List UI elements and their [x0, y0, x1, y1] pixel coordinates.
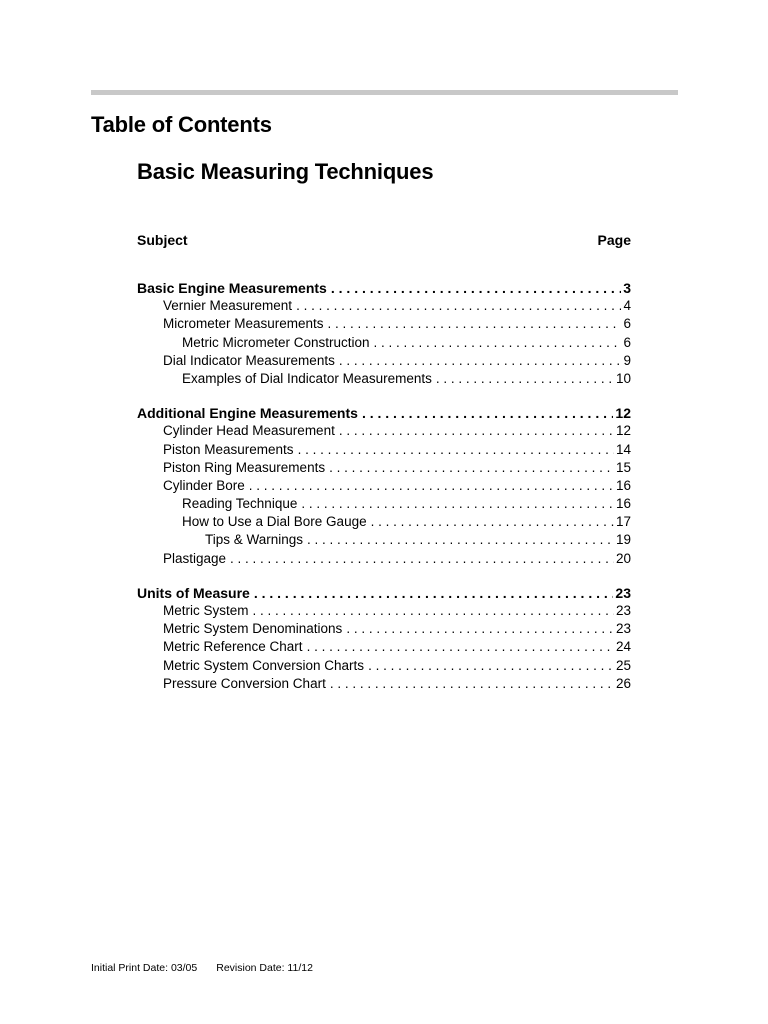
toc-entry-label: Examples of Dial Indicator Measurements	[182, 370, 432, 386]
toc-entry-page: 20	[615, 550, 631, 566]
toc-section	[137, 584, 631, 693]
subject-column-header: Subject	[137, 232, 188, 248]
toc-entry-page: 12	[615, 423, 631, 439]
toc-entry[interactable]	[137, 334, 631, 352]
toc-entry-label: Cylinder Head Measurement	[163, 423, 335, 439]
toc-entry-page: 6	[623, 316, 631, 332]
page-footer	[91, 962, 313, 974]
toc-entry[interactable]	[137, 459, 631, 477]
dot-leader	[254, 584, 614, 602]
toc-entry-page: 16	[615, 477, 631, 493]
toc-entry-page: 25	[615, 657, 631, 673]
toc-entry[interactable]	[137, 638, 631, 656]
toc-entry-page: 4	[623, 298, 631, 314]
dot-leader	[249, 477, 614, 495]
dot-leader	[436, 370, 614, 388]
toc-section	[137, 279, 631, 388]
toc-section-heading[interactable]	[137, 584, 631, 602]
dot-leader	[328, 315, 622, 333]
dot-leader	[307, 531, 614, 549]
dot-leader	[298, 441, 614, 459]
toc-entry[interactable]	[137, 657, 631, 675]
toc-entry-label: Reading Technique	[182, 496, 298, 512]
toc-entry-page: 9	[623, 352, 631, 368]
dot-leader	[371, 513, 614, 531]
toc-section-heading[interactable]	[137, 404, 631, 422]
toc-entry-label: Piston Measurements	[163, 441, 294, 457]
dot-leader	[301, 495, 614, 513]
toc-entry-label: Basic Engine Measurements	[137, 280, 327, 296]
revision-date: Revision Date: 11/12	[216, 962, 313, 974]
toc-entry[interactable]	[137, 495, 631, 513]
toc-entry-page: 6	[623, 334, 631, 350]
toc-entry-page: 12	[615, 405, 631, 422]
toc-entry[interactable]	[137, 297, 631, 315]
toc-entry-page: 19	[615, 532, 631, 548]
toc-entry-page: 23	[615, 603, 631, 618]
table-of-contents	[137, 279, 631, 709]
dot-leader	[253, 602, 614, 620]
dot-leader	[307, 638, 614, 656]
dot-leader	[329, 459, 614, 477]
dot-leader	[331, 279, 621, 297]
toc-entry-page: 23	[615, 584, 631, 601]
dot-leader	[330, 675, 614, 693]
initial-print-date: Initial Print Date: 03/05	[91, 962, 198, 974]
toc-entry-label: Plastigage	[163, 550, 227, 566]
toc-entry-label: Vernier Measurement	[163, 298, 293, 314]
toc-entry[interactable]	[137, 477, 631, 495]
toc-entry[interactable]	[137, 370, 631, 388]
toc-entry-page: 24	[615, 639, 631, 655]
toc-entry-label: Metric System	[163, 603, 249, 618]
page-title: Table of Contents	[91, 112, 272, 137]
dot-leader	[339, 352, 622, 370]
toc-entry[interactable]	[137, 531, 631, 549]
toc-entry-page: 23	[615, 621, 631, 637]
toc-entry[interactable]	[137, 315, 631, 333]
toc-entry-label: How to Use a Dial Bore Gauge	[182, 514, 367, 530]
toc-entry[interactable]	[137, 513, 631, 531]
toc-entry-label: Cylinder Bore	[163, 477, 245, 493]
toc-section-heading[interactable]	[137, 279, 631, 297]
dot-leader	[368, 657, 614, 675]
toc-entry-label: Metric System Conversion Charts	[163, 657, 365, 673]
toc-entry-page: 14	[615, 441, 631, 457]
toc-entry-label: Metric Micrometer Construction	[182, 334, 370, 350]
dot-leader	[230, 550, 614, 568]
dot-leader	[362, 404, 613, 422]
dot-leader	[296, 297, 621, 315]
dot-leader	[374, 334, 622, 352]
toc-entry-label: Additional Engine Measurements	[137, 405, 358, 422]
toc-entry-label: Dial Indicator Measurements	[163, 352, 335, 368]
toc-entry-label: Tips & Warnings	[205, 532, 304, 548]
toc-entry-label: Metric Reference Chart	[163, 639, 303, 655]
toc-entry-label: Piston Ring Measurements	[163, 459, 326, 475]
toc-entry-label: Metric System Denominations	[163, 621, 343, 637]
dot-leader	[339, 422, 614, 440]
toc-entry-page: 26	[615, 675, 631, 691]
toc-entry-label: Units of Measure	[137, 584, 250, 601]
page-subtitle: Basic Measuring Techniques	[137, 159, 434, 184]
toc-entry-label: Micrometer Measurements	[163, 316, 324, 332]
toc-entry[interactable]	[137, 602, 631, 620]
toc-entry[interactable]	[137, 550, 631, 568]
toc-entry-label: Pressure Conversion Chart	[163, 675, 326, 691]
toc-entry[interactable]	[137, 441, 631, 459]
toc-section	[137, 404, 631, 568]
toc-entry-page: 16	[615, 496, 631, 512]
toc-entry[interactable]	[137, 422, 631, 440]
toc-entry-page: 3	[623, 280, 631, 296]
toc-entry-page: 17	[615, 514, 631, 530]
page-column-header: Page	[597, 232, 631, 248]
toc-entry-page: 10	[615, 370, 631, 386]
header-rule	[91, 90, 678, 95]
toc-entry-page: 15	[615, 459, 631, 475]
dot-leader	[346, 620, 614, 638]
toc-entry[interactable]	[137, 675, 631, 693]
toc-entry[interactable]	[137, 352, 631, 370]
toc-entry[interactable]	[137, 620, 631, 638]
